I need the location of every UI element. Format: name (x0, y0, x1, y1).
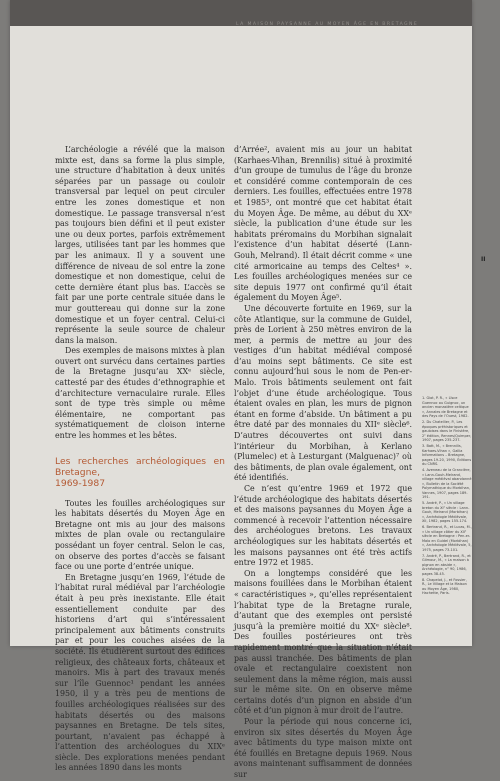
page-section-marker: II (481, 256, 486, 263)
footnote: 1. Giot, P. R., « Lîsce Guennoc ou Guignoc, un ancien monastère celtique », Annales de Bretagne et des Pays de l’Ouest, 1982. (422, 396, 469, 419)
footnote: 8. Chapelot, J., et Fossier, R., Le Village et la Maison au Moyen Âge, 1980, Hachette, Paris. (422, 577, 467, 596)
paragraph: Ce n’est qu’entre 1969 et 1972 que l’étude archéologique des habitats désertés et des maisons paysannes du Moyen Âge a commencé à recevoir l’attention nécessaire des archéologues bretons. Les travaux archéologiques sur les habitats désertés et les maisons paysannes ont été très actifs entre 1972 et 1985. (234, 484, 412, 568)
running-title: LA MAISON PAYSANNE AU MOYEN ÂGE EN BRETAGNE (236, 22, 419, 27)
paragraph: Toutes les fouilles archéologiques sur les habitats désertés du Moyen Âge en Bretagne ont mis au jour des maisons mixtes de plan ovale ou rectangulaire possédant un foyer central. Selon le cas, on observe des portes d’accès se faisant face ou une porte d’entrée unique. (55, 498, 225, 572)
paragraph: En Bretagne jusqu’en 1969, l’étude de l’habitat rural médiéval par l’archéologie était à peu près inexistante. Elle était essentiellement conduite par des historiens d’art qui s’intéressaient principalement aux bâtiments construits par et pour les couches aisées de la société. Ils étudièrent surtout des édifices religieux, des châteaux forts, châteaux et manoirs. Mis à part des travaux menés sur l’île Guennoc¹ pendant les années 1950, il y a très peu de mentions de fouilles archéologiques réalisées sur des habitats désertés ou des maisons paysannes en Bretagne. De tels sites, pourtant, n’avaient pas échappé à l’attention des archéologues du XIXᵉ siècle. Des explorations menées pendant les années 1890 dans les monts (55, 572, 225, 773)
text-column-right (234, 145, 412, 781)
section-heading-line: Les recherches archéologiques en Bretagne, (55, 455, 225, 478)
paragraph: Des exemples de maisons mixtes à plan ouvert ont survécu dans certaines parties de la Bretagne jusqu’au XXᵉ siècle, cattesté par des études d’ethnographie et d’architecture vernaculaire rurale. Elles sont de type très simple ou même élémentaire, ne comportant pas systématiquement de cloison interne entre les hommes et les bêtes. (55, 346, 225, 441)
document-page (10, 0, 472, 780)
footnote: 4. Aveneau de la Grancière, « Lann-Gouh-Melrand, village médiéval abandonné », Bulletin de la Société Polymathique du Morbihan, Vannes, 1907, pages 189-191. (422, 467, 472, 500)
paragraph: Pour la période qui nous concerne ici, environ six sites désertés du Moyen Âge avec bâtiments du type maison mixte ont été fouillés en Bretagne depuis 1969. Nous avons maintenant suffisamment de données sur (234, 717, 412, 780)
footnotes (422, 396, 472, 597)
footnote: 5. André, P., « Un village breton du XIᵉ siècle : Lann-Gouh, Melrand (Morbihan) », Archéologie Médiévale, XII, 1982, pages 155-174. (422, 501, 470, 524)
paragraph: d’Arrée², avaient mis au jour un habitat (Karhaes-Vihan, Brennilis) situé à proximité d’un groupe de tumulus de l’âge du bronze et considéré comme contemporain de ces derniers. Les fouilles, effectuées entre 1978 et 1985³, ont montré que cet habitat était du Moyen Âge. De même, au début du XXᵉ siècle, la publication d’une étude sur les habitats préromains du Morbihan signalait l’existence d’un habitat déserté (Lann-Gouh, Melrand). Il était décrit comme « une cité armoricaine au temps des Celtes⁴ ». Les fouilles archéologiques menées sur ce site depuis 1977 ont confirmé qu’il était également du Moyen Âge⁵. (234, 145, 412, 303)
paragraph: On a longtemps considéré que les maisons fouillées dans le Morbihan étaient « caractéristiques », qu’elles représentaient l’habitat type de la Bretagne rurale, d’autant que des exemples ont persisté jusqu’à la première moitié du XXᵉ siècle⁸. Des fouilles postérieures ont très rapidement montré que la situation n’était pas aussi tranchée. Des bâtiments de plan ovale et rectangulaire coexistent non seulement dans la même région, mais aussi sur le même site. On en observe même certains dotés d’un pignon en abside d’un côté et d’un pignon à mur droit de l’autre. (234, 568, 412, 716)
footnote: 3. Batt, M., « Brennilis, Karhaes-Vihan », Gallia Informations – Bretagne, pages 19-20, 1990, Éditions du CNRS. (422, 443, 472, 467)
section-heading-line: 1969-1987 (55, 477, 106, 489)
text-column-left (55, 145, 225, 774)
footnote: 2. Du Chatellier, P., Les époques préhistoriques et gauloises dans le Finistère, 2ᵉ édition, Rennes/Quimper, 1907, pages 235-237. (422, 419, 472, 443)
footnote: 7. André, P., Bertrand, R., et Gilmour, M., « La maison à pignon en abside », Archéologie, n° 90, 1986, pages 38-45. (422, 553, 471, 576)
footnote: 6. Bertrand, R., et Lucas, M., « Un village côtier du XIIᵉ siècle en Bretagne : Pen-er-Malo en Guidel (Morbihan) », Archéologie Médiévale, 5, 1975, pages 73-101. (422, 525, 472, 552)
section-heading (55, 456, 225, 489)
paragraph: L’archéologie a révélé que la maison mixte est, dans sa forme la plus simple, une structure d’habitation à deux unités séparées par un passage ou couloir transversal par lequel on peut circuler entre les zones domestique et non domestique. Le passage transversal n’est pas toujours bien défini et il peut exister une ou deux portes, parfois extrêmement larges, utilisées tant par les hommes que par les animaux. Il y a souvent une différence de niveau de sol entre la zone domestique et non domestique, celui de cette dernière étant plus bas. L’accès se fait par une porte centrale située dans le mur gouttereau qui donne sur la zone domestique et un foyer central. Celui-ci représente la seule source de chaleur dans la maison. (55, 145, 225, 345)
paragraph: Une découverte fortuite en 1969, sur la côte Atlantique, sur la commune de Guidel, près de Lorient à 250 mètres environ de la mer, a permis de mettre au jour des vestiges d’un habitat médiéval composé d’au moins sept bâtiments. Ce site est connu aujourd’hui sous le nom de Pen-er-Malo. Trois bâtiments seulement ont fait l’objet d’une étude archéologique. Tous étaient ovales en plan, les murs de pignon étant en forme d’abside. Un bâtiment a pu être daté par des monnaies du XIIᵉ siècle⁶. D’autres découvertes ont suivi dans l’intérieur du Morbihan, à Kerlano (Plumelec) et à Lesturgant (Malguenac)⁷ où des bâtiments, de plan ovale également, ont été identifiés. (234, 303, 412, 483)
